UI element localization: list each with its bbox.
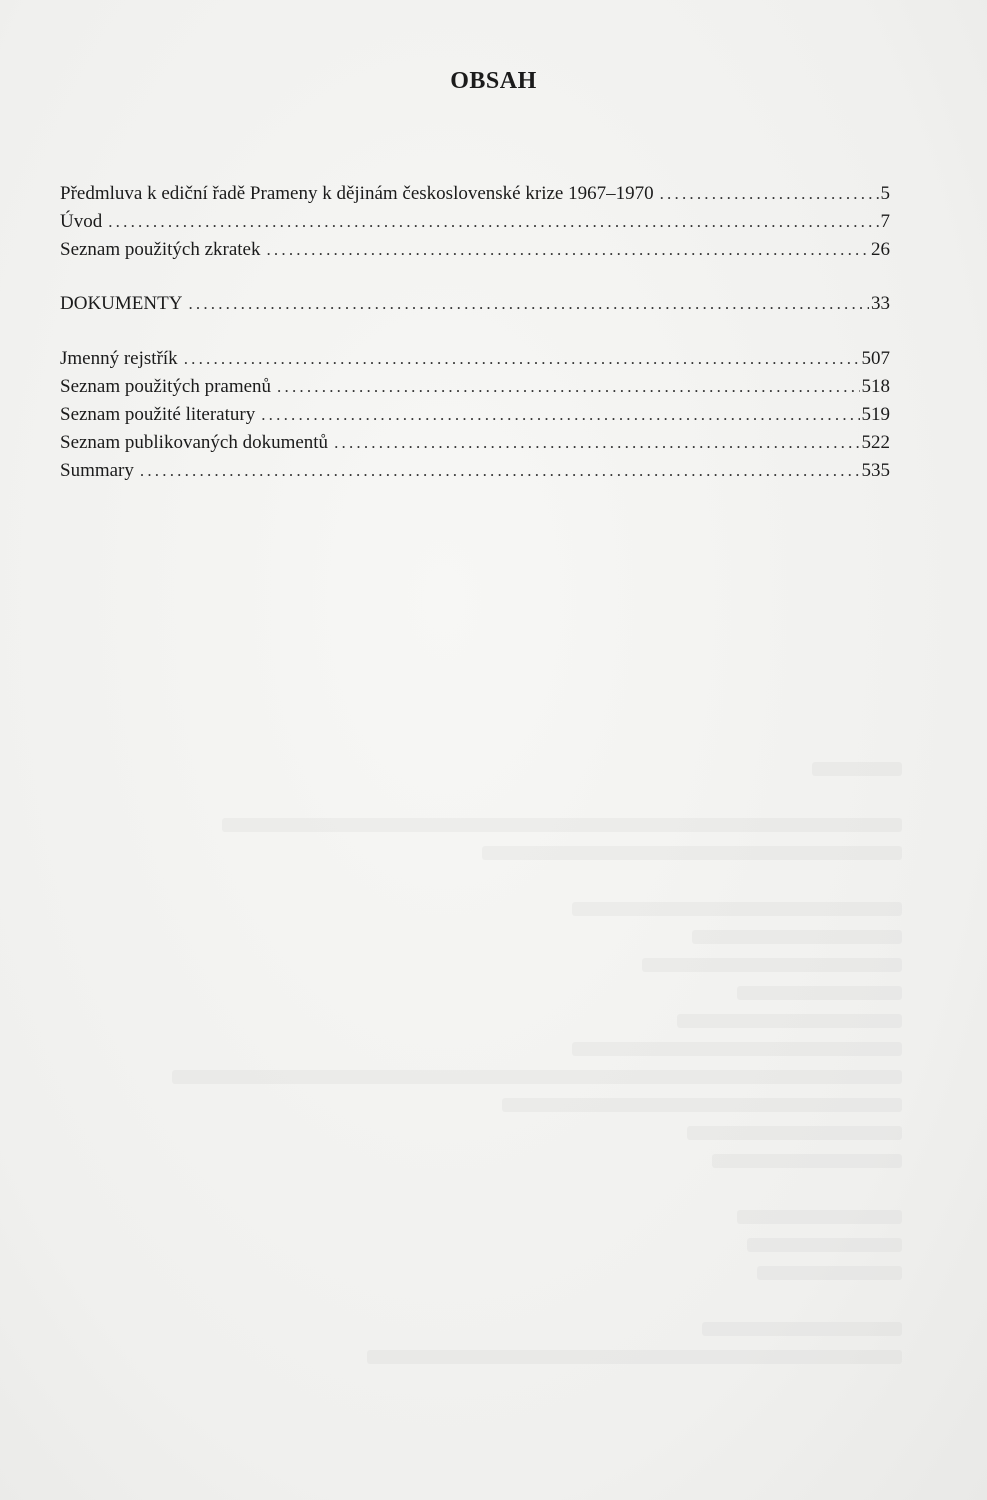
toc-entry-title: Seznam použité literatury [60, 404, 256, 425]
toc-entry-page: 5 [880, 183, 890, 204]
toc-entry [60, 208, 890, 236]
dot-leader [108, 208, 878, 236]
toc-entry [60, 373, 890, 401]
toc-entry [60, 180, 890, 208]
toc-group-front-matter [60, 180, 890, 264]
toc-entry [60, 429, 890, 457]
toc-entry-title: Summary [60, 460, 134, 481]
toc-entry [60, 345, 890, 373]
dot-leader [266, 236, 869, 264]
toc-entry-page: 33 [871, 293, 890, 314]
toc-entry [60, 236, 890, 264]
toc-entry-page: 535 [861, 460, 890, 481]
dot-leader [277, 373, 859, 401]
toc-entry-page: 519 [861, 404, 890, 425]
toc-entry-title: Úvod [60, 211, 103, 232]
dot-leader [188, 290, 869, 318]
toc-entry [60, 401, 890, 429]
toc-entry-title: Seznam použitých pramenů [60, 376, 272, 397]
page-title: OBSAH [450, 68, 537, 94]
dot-leader [140, 457, 860, 485]
toc-entry [60, 290, 890, 318]
dot-leader [334, 429, 859, 457]
dot-leader [660, 180, 879, 208]
toc-entry [60, 457, 890, 485]
toc-group-documents [60, 290, 890, 318]
toc-entry-title: Jmenný rejstřík [60, 348, 178, 369]
toc-entry-page: 522 [861, 432, 890, 453]
dot-leader [184, 345, 860, 373]
toc-entry-title: Předmluva k ediční řadě Prameny k dějinám československé krize 1967–1970 [60, 183, 654, 204]
toc-entry-page: 507 [861, 348, 890, 369]
toc-entry-title: DOKUMENTY [60, 293, 183, 314]
toc-entry-title: Seznam použitých zkratek [60, 239, 261, 260]
dot-leader [261, 401, 859, 429]
toc-entry-page: 7 [880, 211, 890, 232]
toc-entry-page: 518 [861, 376, 890, 397]
toc-group-back-matter [60, 345, 890, 485]
toc-entry-title: Seznam publikovaných dokumentů [60, 432, 329, 453]
toc-entry-page: 26 [871, 239, 890, 260]
